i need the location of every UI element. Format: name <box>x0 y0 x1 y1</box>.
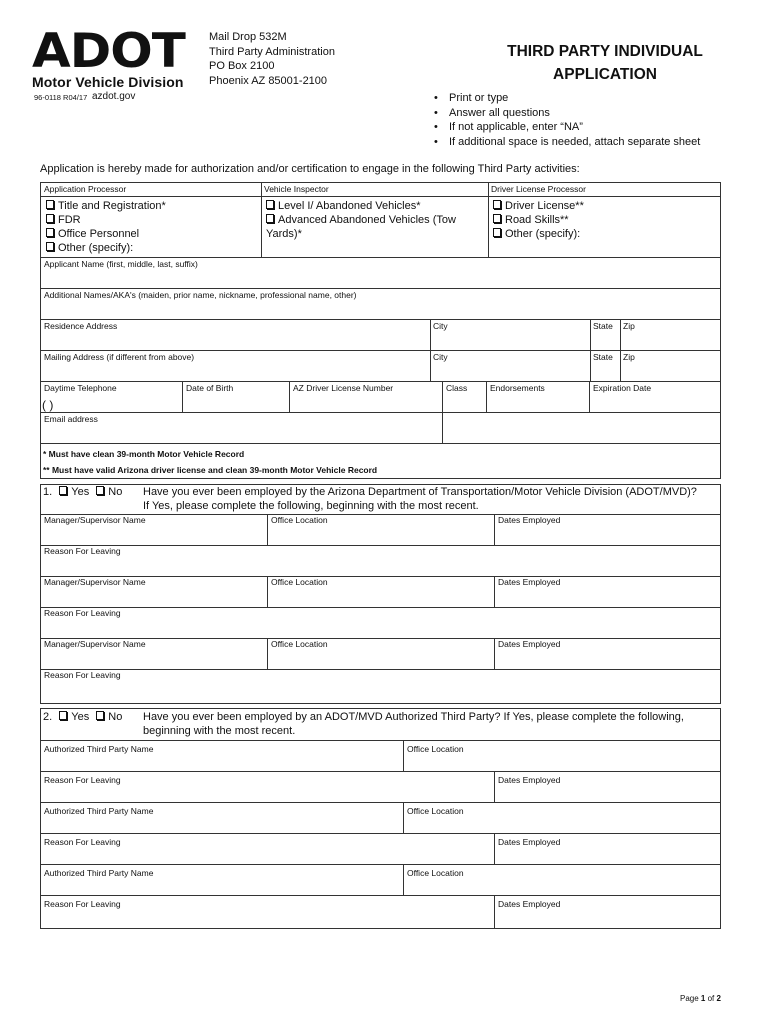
divider <box>40 350 721 351</box>
checkbox-icon[interactable] <box>46 242 54 251</box>
q1-dates-field[interactable]: Dates Employed <box>498 639 561 649</box>
division-name: Motor Vehicle Division <box>32 74 184 90</box>
checkbox-icon[interactable] <box>493 214 501 223</box>
form-title-line: THIRD PARTY INDIVIDUAL <box>507 43 703 60</box>
divider <box>40 771 721 772</box>
q2-no-checkbox-icon[interactable] <box>96 711 104 720</box>
checkbox-icon[interactable] <box>46 228 54 237</box>
divider <box>40 288 721 289</box>
checkbox-icon[interactable] <box>493 200 501 209</box>
aka-field[interactable]: Additional Names/AKA's (maiden, prior name, nickname, professional name, other) <box>44 290 357 300</box>
residence-zip-field[interactable]: Zip <box>623 321 635 331</box>
q2-reason-field[interactable]: Reason For Leaving <box>44 899 121 909</box>
checkbox-road-skills[interactable] <box>493 213 569 227</box>
q2-yes-checkbox-icon[interactable] <box>59 711 67 720</box>
divider <box>40 412 721 413</box>
q2-office-field[interactable]: Office Location <box>407 806 464 816</box>
q1-reason-field[interactable]: Reason For Leaving <box>44 546 121 556</box>
divider <box>267 514 268 545</box>
applicant-name-field[interactable]: Applicant Name (first, middle, last, suffix) <box>44 259 198 269</box>
divider <box>488 182 489 258</box>
divider <box>494 895 495 929</box>
adot-logo <box>32 23 200 90</box>
divider <box>494 771 495 802</box>
form-title <box>485 40 725 86</box>
phone-area-code[interactable]: ( ) <box>42 398 54 412</box>
instruction-item: • If additional space is needed, attach separate sheet <box>434 135 700 150</box>
checkbox-other-app[interactable] <box>46 241 133 255</box>
address-line: Mail Drop 532M <box>209 31 287 43</box>
option-label: Advanced Abandoned Vehicles (Tow Yards)* <box>266 214 456 240</box>
divider <box>40 833 721 834</box>
page-word: Page <box>680 994 699 1003</box>
divider <box>40 669 721 670</box>
form-title-line: APPLICATION <box>553 66 657 83</box>
divider <box>494 576 495 607</box>
double-asterisk-note: ** Must have valid Arizona driver license and clean 39-month Motor Vehicle Record <box>43 465 378 475</box>
q2-office-field[interactable]: Office Location <box>407 744 464 754</box>
divider <box>182 381 183 412</box>
option-label: Title and Registration* <box>58 200 166 212</box>
logo-wordmark: ADOT <box>32 23 185 79</box>
q2-number-and-options <box>43 710 122 724</box>
q1-number: 1. <box>43 486 53 498</box>
address-line: PO Box 2100 <box>209 60 275 72</box>
q1-text: Have you ever been employed by the Arizona Department of Transportation/Motor Vehicle Division (ADOT/MVD)? If Yes, please complete the following, beginning with the most recent. <box>143 486 697 512</box>
divider <box>403 802 404 833</box>
page-number <box>680 994 721 1003</box>
checkbox-icon[interactable] <box>46 200 54 209</box>
q2-yes-label: Yes <box>71 711 90 723</box>
divider <box>289 381 290 412</box>
q1-yes-checkbox-icon[interactable] <box>59 486 67 495</box>
q1-dates-field[interactable]: Dates Employed <box>498 515 561 525</box>
page-current: 1 <box>700 994 706 1003</box>
divider <box>403 740 404 771</box>
website-link[interactable]: azdot.gov <box>92 91 136 102</box>
address-line: Phoenix AZ 85001-2100 <box>209 74 328 87</box>
instructions-list <box>434 91 700 149</box>
page-total: 2 <box>716 994 721 1003</box>
residence-city-field[interactable]: City <box>433 321 448 331</box>
vehicle-inspector-label: Vehicle Inspector <box>264 184 329 194</box>
divider <box>40 740 721 741</box>
class-field[interactable]: Class <box>446 383 468 393</box>
mailing-zip-field[interactable]: Zip <box>623 352 635 362</box>
divider <box>40 381 721 382</box>
option-label: Office Personnel <box>58 228 140 240</box>
divider <box>40 864 721 865</box>
checkbox-level-one[interactable] <box>266 199 484 213</box>
divider <box>486 381 487 412</box>
divider <box>267 576 268 607</box>
residence-state-field[interactable]: State <box>593 321 613 331</box>
instruction-item: • If not applicable, enter “NA” <box>434 120 700 135</box>
q2-third-party-field[interactable]: Authorized Third Party Name <box>44 744 154 754</box>
q2-office-field[interactable]: Office Location <box>407 868 464 878</box>
checkbox-driver-license[interactable] <box>493 199 584 213</box>
mailing-address-block <box>209 30 335 88</box>
divider <box>40 607 721 608</box>
q1-yes-label: Yes <box>71 486 90 498</box>
residence-address-field[interactable]: Residence Address <box>44 321 118 331</box>
app-processor-label: Application Processor <box>44 184 127 194</box>
q2-no-label: No <box>108 711 123 723</box>
divider <box>40 545 721 546</box>
divider <box>267 638 268 669</box>
divider <box>494 514 495 545</box>
option-label: Road Skills** <box>505 214 569 226</box>
option-label: Other (specify): <box>505 228 581 240</box>
divider <box>403 864 404 895</box>
q1-manager-field[interactable]: Manager/Supervisor Name <box>44 639 146 649</box>
single-asterisk-note: * Must have clean 39-month Motor Vehicle Record <box>43 449 245 459</box>
daytime-phone-field[interactable]: Daytime Telephone <box>44 383 117 393</box>
divider <box>40 257 721 258</box>
divider <box>494 638 495 669</box>
page-of: of <box>707 994 715 1003</box>
q2-dates-field[interactable]: Dates Employed <box>498 899 561 909</box>
instruction-item: • Print or type <box>434 91 700 106</box>
checkbox-advanced-abandoned[interactable] <box>266 213 484 241</box>
mailing-state-field[interactable]: State <box>593 352 613 362</box>
q1-office-field[interactable]: Office Location <box>271 515 328 525</box>
q1-dates-field[interactable]: Dates Employed <box>498 577 561 587</box>
q1-office-field[interactable]: Office Location <box>271 577 328 587</box>
expiration-field[interactable]: Expiration Date <box>593 383 652 393</box>
option-label: FDR <box>58 214 81 226</box>
q2-text: Have you ever been employed by an ADOT/MVD Authorized Third Party? If Yes, please complete the following, beginning with the most recent. <box>143 711 684 737</box>
az-dl-field[interactable]: AZ Driver License Number <box>293 383 394 393</box>
option-label: Other (specify): <box>58 242 134 254</box>
q2-dates-field[interactable]: Dates Employed <box>498 837 561 847</box>
checkbox-title-registration[interactable] <box>46 199 166 213</box>
q1-office-field[interactable]: Office Location <box>271 639 328 649</box>
q2-number: 2. <box>43 711 53 723</box>
divider <box>40 196 721 197</box>
dob-field[interactable]: Date of Birth <box>186 383 234 393</box>
divider <box>494 833 495 864</box>
checkbox-office-personnel[interactable] <box>46 227 139 241</box>
mailing-city-field[interactable]: City <box>433 352 448 362</box>
q1-no-label: No <box>108 486 123 498</box>
checkbox-icon[interactable] <box>266 200 274 209</box>
q1-no-checkbox-icon[interactable] <box>96 486 104 495</box>
divider <box>589 381 590 412</box>
form-code: 96-0118 R04/17 <box>34 93 88 102</box>
option-label: Driver License** <box>505 200 584 212</box>
divider <box>40 802 721 803</box>
q1-number-and-options <box>43 485 122 499</box>
option-label: Level I/ Abandoned Vehicles* <box>278 200 421 212</box>
q2-reason-field[interactable]: Reason For Leaving <box>44 837 121 847</box>
divider <box>40 443 721 444</box>
mailing-address-field[interactable]: Mailing Address (if different from above) <box>44 352 195 362</box>
checkbox-fdr[interactable] <box>46 213 81 227</box>
checkbox-icon[interactable] <box>266 214 274 223</box>
q1-reason-field[interactable]: Reason For Leaving <box>44 670 121 680</box>
address-line: Third Party Administration <box>209 45 335 58</box>
q2-reason-field[interactable]: Reason For Leaving <box>44 775 121 785</box>
q1-manager-field[interactable]: Manager/Supervisor Name <box>44 515 146 525</box>
q1-manager-field[interactable]: Manager/Supervisor Name <box>44 577 146 587</box>
checkbox-icon[interactable] <box>46 214 54 223</box>
divider <box>261 182 262 258</box>
checkbox-icon[interactable] <box>493 228 501 237</box>
q2-dates-field[interactable]: Dates Employed <box>498 775 561 785</box>
dl-processor-label: Driver License Processor <box>491 184 586 194</box>
divider <box>40 895 721 896</box>
q1-reason-field[interactable]: Reason For Leaving <box>44 608 121 618</box>
email-field[interactable]: Email address <box>44 414 98 424</box>
endorsements-field[interactable]: Endorsements <box>490 383 545 393</box>
checkbox-other-dl[interactable] <box>493 227 580 241</box>
instruction-item: • Answer all questions <box>434 106 700 121</box>
divider <box>40 319 721 320</box>
q2-third-party-field[interactable]: Authorized Third Party Name <box>44 868 154 878</box>
intro-text: Application is hereby made for authorization and/or certification to engage in the following Third Party activities: <box>40 163 580 175</box>
q2-third-party-field[interactable]: Authorized Third Party Name <box>44 806 154 816</box>
